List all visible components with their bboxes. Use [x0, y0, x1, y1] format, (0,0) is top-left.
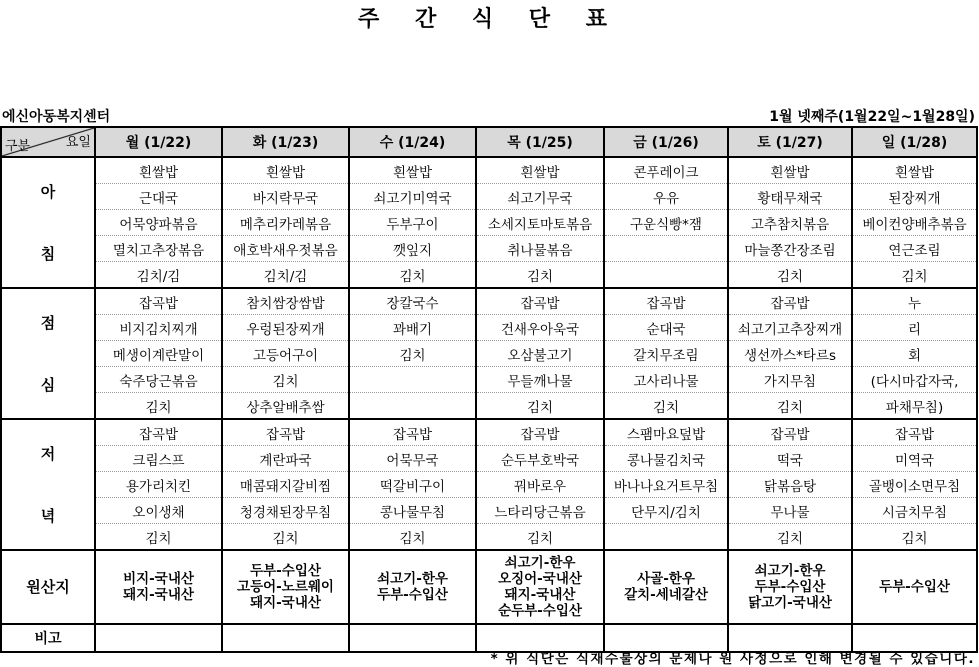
gubun-label: 구분 — [5, 139, 31, 154]
menu-item: 흰쌀밥 — [222, 157, 349, 184]
menu-item: 장칼국수 — [349, 288, 476, 315]
breakfast-row — [1, 262, 977, 289]
menu-item: 비지김치찌개 — [95, 315, 222, 341]
page-title: 주 간 식 단 표 — [358, 7, 621, 32]
menu-item: 흰쌀밥 — [852, 157, 977, 184]
menu-item: 연근조림 — [852, 236, 977, 262]
origin-line: 오징어-국내산 — [498, 571, 582, 587]
menu-item: 김치/김 — [222, 262, 349, 289]
origin-line: 돼지-국내산 — [123, 587, 194, 603]
lunch-row — [1, 315, 977, 341]
dinner-label-cell — [1, 419, 95, 550]
origin-line: 비지-국내산 — [123, 571, 194, 587]
origin-line: 쇠고기-한우 — [504, 555, 576, 571]
menu-item: 쇠고기고추장찌개 — [728, 315, 852, 341]
lunch-label-cell — [1, 288, 95, 419]
lunch-row — [1, 393, 977, 420]
dinner-row — [1, 524, 977, 551]
menu-item: 갈치무조림 — [604, 341, 728, 367]
menu-item — [604, 524, 728, 551]
meal-label-bottom: 침 — [40, 245, 56, 263]
menu-item: 계란파국 — [222, 446, 349, 472]
origin-line: 닭고기-국내산 — [748, 595, 832, 611]
origin-cell — [476, 550, 604, 624]
origin-line: 사골-한우 — [637, 571, 695, 587]
menu-item: 잡곡밥 — [222, 419, 349, 446]
menu-item: 베이컨양배추볶음 — [852, 210, 977, 236]
yoil-label: 요일 — [65, 135, 91, 150]
menu-item: 용가리치킨 — [95, 472, 222, 498]
origin-line: 쇠고기-한우 — [754, 563, 826, 579]
remarks-label: 비고 — [1, 624, 95, 652]
menu-item: 김치 — [728, 393, 852, 420]
breakfast-label-cell — [1, 157, 95, 288]
day-header: 일 (1/28) — [852, 127, 977, 157]
meal-label-bottom: 녁 — [40, 507, 56, 525]
menu-item: 김치 — [95, 524, 222, 551]
menu-item: 흰쌀밥 — [95, 157, 222, 184]
menu-item: 김치 — [95, 393, 222, 420]
menu-item: 오이생채 — [95, 498, 222, 524]
menu-table — [0, 126, 978, 653]
lunch-row — [1, 288, 977, 315]
menu-item: 오삼불고기 — [476, 341, 604, 367]
menu-item: 쇠고기무국 — [476, 184, 604, 210]
dinner-row — [1, 419, 977, 446]
remarks-cell — [95, 624, 222, 652]
menu-item: 떡갈비구이 — [349, 472, 476, 498]
menu-item: 쇠고기미역국 — [349, 184, 476, 210]
menu-item: 김치 — [222, 367, 349, 393]
header-row — [1, 127, 977, 157]
menu-item: 깻잎지 — [349, 236, 476, 262]
menu-item: 김치 — [476, 524, 604, 551]
origin-cell — [95, 550, 222, 624]
meal-label-top: 저 — [40, 445, 56, 463]
menu-item: 콩나물김치국 — [604, 446, 728, 472]
menu-item: 애호박새우젓볶음 — [222, 236, 349, 262]
menu-item: 꿔바로우 — [476, 472, 604, 498]
menu-item: 김치 — [728, 524, 852, 551]
menu-item: 참치쌈장쌈밥 — [222, 288, 349, 315]
day-header: 수 (1/24) — [349, 127, 476, 157]
breakfast-row — [1, 184, 977, 210]
organization-name: 에신아동복지센터 — [2, 109, 111, 125]
menu-item: 잡곡밥 — [349, 419, 476, 446]
origin-line: 순두부-수입산 — [498, 603, 582, 619]
day-header: 금 (1/26) — [604, 127, 728, 157]
menu-item: 소세지토마토볶음 — [476, 210, 604, 236]
menu-item: 김치 — [476, 262, 604, 289]
origin-cell — [349, 550, 476, 624]
menu-item: 상추알배추쌈 — [222, 393, 349, 420]
menu-item: 잡곡밥 — [476, 288, 604, 315]
menu-item: 취나물볶음 — [476, 236, 604, 262]
origin-cell — [222, 550, 349, 624]
menu-item: 어묵무국 — [349, 446, 476, 472]
menu-item: 메생이계란말이 — [95, 341, 222, 367]
menu-item: 잡곡밥 — [852, 419, 977, 446]
meal-label-top: 아 — [40, 183, 56, 201]
dinner-row — [1, 498, 977, 524]
origin-cell — [604, 550, 728, 624]
menu-item: 근대국 — [95, 184, 222, 210]
menu-item: 김치 — [852, 262, 977, 289]
meal-label-top: 점 — [40, 314, 56, 332]
menu-item — [604, 262, 728, 289]
menu-item: 무나물 — [728, 498, 852, 524]
menu-item: 멸치고추장볶음 — [95, 236, 222, 262]
origin-line: 두부-수입산 — [754, 579, 826, 595]
menu-item: 김치 — [728, 262, 852, 289]
origin-line: 두부-수입산 — [250, 563, 321, 579]
menu-item: 바지락무국 — [222, 184, 349, 210]
breakfast-row — [1, 236, 977, 262]
menu-item: 김치/김 — [95, 262, 222, 289]
menu-item: 매콤돼지갈비찜 — [222, 472, 349, 498]
menu-item: 잡곡밥 — [604, 288, 728, 315]
menu-item: 스팸마요덮밥 — [604, 419, 728, 446]
menu-item: 잡곡밥 — [95, 419, 222, 446]
breakfast-row — [1, 157, 977, 184]
menu-item: 골뱅이소면무침 — [852, 472, 977, 498]
dinner-row — [1, 472, 977, 498]
lunch-row — [1, 341, 977, 367]
menu-item: 잡곡밥 — [728, 419, 852, 446]
menu-item: 닭볶음탕 — [728, 472, 852, 498]
day-header: 목 (1/25) — [476, 127, 604, 157]
corner-cell — [1, 127, 95, 157]
menu-item: 파채무침) — [852, 393, 977, 420]
menu-item: 김치 — [476, 393, 604, 420]
week-range: 1월 넷째주(1월22일~1월28일) — [769, 109, 975, 125]
menu-item: 시금치무침 — [852, 498, 977, 524]
menu-item: 김치 — [349, 262, 476, 289]
menu-item: 크림스프 — [95, 446, 222, 472]
remarks-cell — [349, 624, 476, 652]
menu-item: 된장찌개 — [852, 184, 977, 210]
menu-item: 마늘쫑간장조림 — [728, 236, 852, 262]
menu-item: 꽈배기 — [349, 315, 476, 341]
menu-item: 흰쌀밥 — [349, 157, 476, 184]
origin-line: 돼지-국내산 — [250, 595, 321, 611]
menu-item: 떡국 — [728, 446, 852, 472]
menu-item: 고사리나물 — [604, 367, 728, 393]
menu-item: 단무지/김치 — [604, 498, 728, 524]
menu-item: 순두부호박국 — [476, 446, 604, 472]
origin-row — [1, 550, 977, 624]
menu-item — [604, 236, 728, 262]
menu-item: 미역국 — [852, 446, 977, 472]
menu-item: 구운식빵*잼 — [604, 210, 728, 236]
origin-cell — [728, 550, 852, 624]
origin-line: 돼지-국내산 — [504, 587, 576, 603]
menu-item: 흰쌀밥 — [476, 157, 604, 184]
origin-line: 고등어-노르웨이 — [237, 579, 334, 595]
menu-item: 흰쌀밥 — [728, 157, 852, 184]
menu-item: 어묵양파볶음 — [95, 210, 222, 236]
menu-item: 무들깨나물 — [476, 367, 604, 393]
menu-item: 황태무채국 — [728, 184, 852, 210]
menu-item: 건새우아욱국 — [476, 315, 604, 341]
menu-item: 메추리카레볶음 — [222, 210, 349, 236]
lunch-row — [1, 367, 977, 393]
menu-item: 리 — [852, 315, 977, 341]
menu-item: 콩나물무침 — [349, 498, 476, 524]
menu-item: 콘푸레이크 — [604, 157, 728, 184]
menu-item: 잡곡밥 — [476, 419, 604, 446]
origin-line: 두부-수입산 — [879, 579, 950, 595]
menu-item: 잡곡밥 — [95, 288, 222, 315]
menu-item: 김치 — [349, 524, 476, 551]
menu-item: 잡곡밥 — [728, 288, 852, 315]
menu-item: 김치 — [349, 341, 476, 367]
breakfast-row — [1, 210, 977, 236]
menu-item: 청경채된장무침 — [222, 498, 349, 524]
menu-item: 바나나요거트무침 — [604, 472, 728, 498]
menu-item — [349, 367, 476, 393]
menu-item: 김치 — [222, 524, 349, 551]
day-header: 화 (1/23) — [222, 127, 349, 157]
menu-item: 순대국 — [604, 315, 728, 341]
menu-item: 고등어구이 — [222, 341, 349, 367]
origin-line: 갈치-세네갈산 — [624, 587, 708, 603]
menu-item: 가지무침 — [728, 367, 852, 393]
remarks-cell — [222, 624, 349, 652]
menu-item: (다시마갑자국, — [852, 367, 977, 393]
menu-item — [349, 393, 476, 420]
menu-item: 두부구이 — [349, 210, 476, 236]
origin-label: 원산지 — [1, 550, 95, 624]
menu-item: 우유 — [604, 184, 728, 210]
menu-item: 김치 — [604, 393, 728, 420]
day-header: 월 (1/22) — [95, 127, 222, 157]
menu-item: 고추참치볶음 — [728, 210, 852, 236]
origin-line: 두부-수입산 — [377, 587, 448, 603]
menu-item: 우렁된장찌개 — [222, 315, 349, 341]
menu-item: 회 — [852, 341, 977, 367]
meal-label-bottom: 심 — [40, 376, 56, 394]
dinner-row — [1, 446, 977, 472]
menu-item: 숙주당근볶음 — [95, 367, 222, 393]
menu-item: 생선까스*타르s — [728, 341, 852, 367]
day-header: 토 (1/27) — [728, 127, 852, 157]
menu-item: 누 — [852, 288, 977, 315]
menu-item: 김치 — [852, 524, 977, 551]
origin-cell — [852, 550, 977, 624]
origin-line: 쇠고기-한우 — [377, 571, 448, 587]
menu-item: 느타리당근볶음 — [476, 498, 604, 524]
notice-text: * 위 식단은 식재수불상의 문제나 원 사정으로 인해 변경될 수 있습니다. — [490, 651, 975, 667]
